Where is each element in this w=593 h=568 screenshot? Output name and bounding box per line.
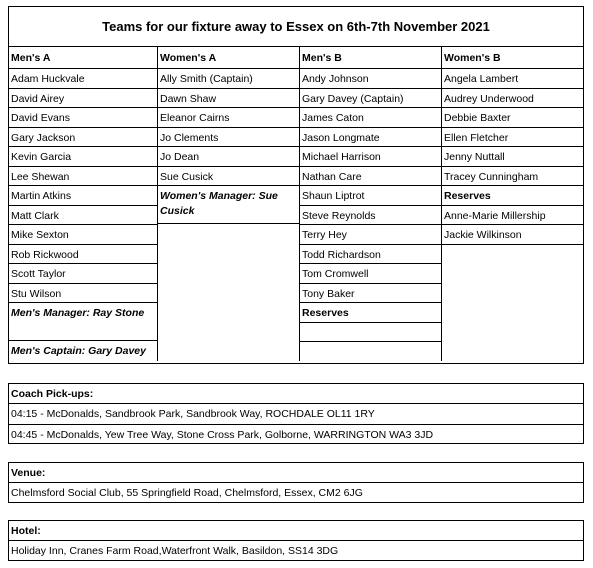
player-row: Mike Sexton xyxy=(9,225,157,245)
player-row: Gary Jackson xyxy=(9,128,157,148)
player-row: Debbie Baxter xyxy=(442,108,583,128)
reserves-label: Reserves xyxy=(442,186,583,206)
player-row: Tracey Cunningham xyxy=(442,167,583,187)
player-row: Matt Clark xyxy=(9,206,157,226)
reserve-row: Jackie Wilkinson xyxy=(442,225,583,245)
player-row: Audrey Underwood xyxy=(442,89,583,109)
column-header: Women's A xyxy=(158,47,299,69)
column-header: Men's B xyxy=(300,47,441,69)
player-row: Andy Johnson xyxy=(300,69,441,89)
player-row: Kevin Garcia xyxy=(9,147,157,167)
pickup-row: 04:15 - McDonalds, Sandbrook Park, Sandbrook Way, ROCHDALE OL11 1RY xyxy=(11,408,375,420)
womens-manager: Women's Manager: Sue Cusick xyxy=(158,186,299,224)
player-row: Tony Baker xyxy=(300,284,441,304)
player-row: Todd Richardson xyxy=(300,245,441,265)
pickup-row: 04:45 - McDonalds, Yew Tree Way, Stone Cross Park, Golborne, WARRINGTON WA3 3JD xyxy=(9,424,583,444)
reserve-row xyxy=(300,323,441,343)
player-row: Jo Dean xyxy=(158,147,299,167)
player-row: Ellen Fletcher xyxy=(442,128,583,148)
player-row: Shaun Liptrot xyxy=(300,186,441,206)
player-row: Lee Shewan xyxy=(9,167,157,187)
coach-pickups-box xyxy=(8,383,584,444)
coach-label: Coach Pick-ups: xyxy=(9,384,583,404)
player-row: Eleanor Cairns xyxy=(158,108,299,128)
column-header: Men's A xyxy=(9,47,157,69)
player-row: Jenny Nuttall xyxy=(442,147,583,167)
mens-captain: Men's Captain: Gary Davey xyxy=(11,345,146,357)
hotel-box xyxy=(8,520,584,561)
player-row: Michael Harrison xyxy=(300,147,441,167)
player-row: Steve Reynolds xyxy=(300,206,441,226)
player-row: James Caton xyxy=(300,108,441,128)
hotel-label: Hotel: xyxy=(9,521,583,541)
venue-box xyxy=(8,462,584,503)
player-row: Stu Wilson xyxy=(9,284,157,304)
player-row: Angela Lambert xyxy=(442,69,583,89)
player-row: Dawn Shaw xyxy=(158,89,299,109)
player-row: Nathan Care xyxy=(300,167,441,187)
venue-label: Venue: xyxy=(9,463,583,483)
player-row: Sue Cusick xyxy=(158,167,299,187)
player-row: Rob Rickwood xyxy=(9,245,157,265)
column-header: Women's B xyxy=(442,47,583,69)
page-title: Teams for our fixture away to Essex on 6th-7th November 2021 xyxy=(9,7,583,47)
player-row: Adam Huckvale xyxy=(9,69,157,89)
player-row: Gary Davey (Captain) xyxy=(300,89,441,109)
teams-table xyxy=(8,6,584,364)
reserves-label: Reserves xyxy=(300,303,441,323)
player-row: Ally Smith (Captain) xyxy=(158,69,299,89)
player-row: Martin Atkins xyxy=(9,186,157,206)
womens-a-column xyxy=(157,47,299,361)
venue-address: Chelmsford Social Club, 55 Springfield Road, Chelmsford, Essex, CM2 6JG xyxy=(11,487,363,499)
mens-manager: Men's Manager: Ray Stone xyxy=(9,303,157,341)
mens-b-column xyxy=(299,47,441,361)
player-row: Tom Cromwell xyxy=(300,264,441,284)
reserve-row xyxy=(300,342,441,362)
player-row: Jason Longmate xyxy=(300,128,441,148)
reserve-row: Anne-Marie Millership xyxy=(442,206,583,226)
player-row: Terry Hey xyxy=(300,225,441,245)
player-row: Scott Taylor xyxy=(9,264,157,284)
womens-b-column xyxy=(441,47,583,361)
player-row: David Evans xyxy=(9,108,157,128)
mens-a-column xyxy=(9,47,157,361)
player-row: Jo Clements xyxy=(158,128,299,148)
hotel-address: Holiday Inn, Cranes Farm Road,Waterfront Walk, Basildon, SS14 3DG xyxy=(11,545,339,557)
player-row: David Airey xyxy=(9,89,157,109)
